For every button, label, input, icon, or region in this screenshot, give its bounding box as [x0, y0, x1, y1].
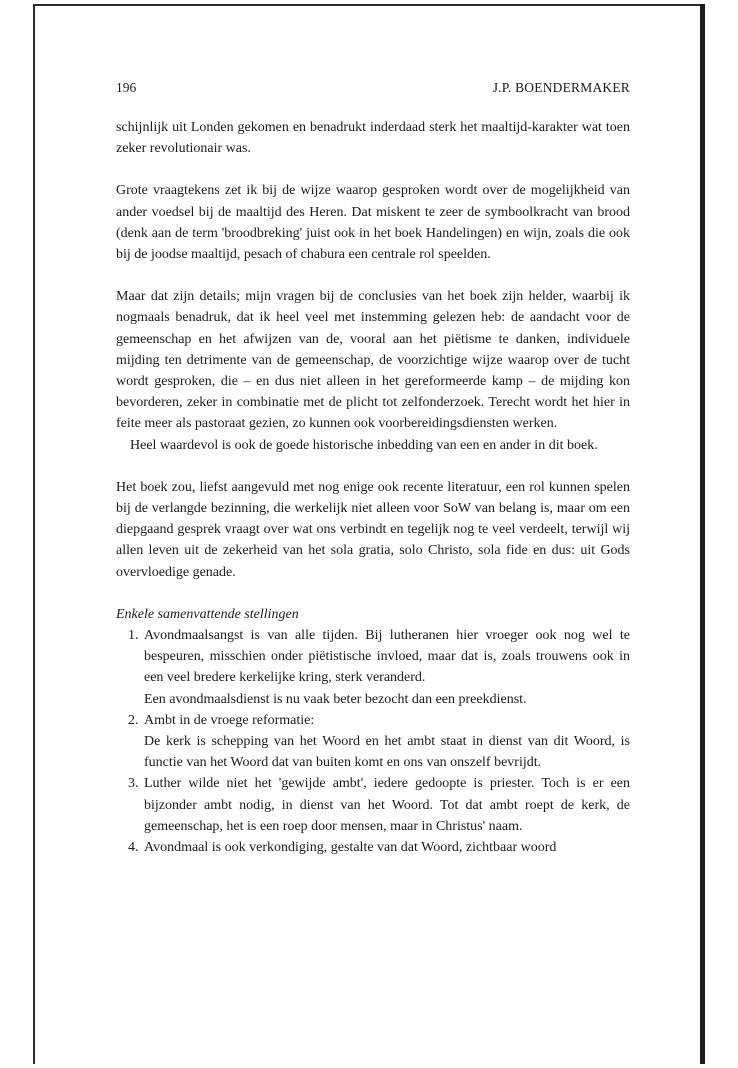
thesis-text: Avondmaal is ook verkondiging, gestalte van dat Woord, zichtbaar woord	[144, 840, 557, 856]
thesis-item	[142, 773, 630, 837]
theses-list	[116, 625, 630, 858]
body-text	[116, 117, 630, 858]
page-edge-left	[33, 4, 35, 1064]
paragraph-4: Heel waardevol is ook de goede historische inbedding van een en ander in dit boek.	[130, 437, 598, 453]
paragraph-2: Grote vraagtekens zet ik bij de wijze waarop gesproken wordt over de mogelijkheid van ander voedsel bij de maaltijd des Heren. Dat miskent te zeer de symboolkracht van brood (denk aan de term 'broodbreking' juist ook in het boek Handelingen) en wijn, zoals die ook bij de joodse maaltijd, pesach of chabura een centrale rol speelden.	[116, 183, 630, 263]
thesis-text: Ambt in de vroege reformatie:	[144, 712, 315, 728]
page-edge-top	[33, 4, 705, 6]
page-number: 196	[116, 80, 137, 95]
thesis-item	[142, 837, 630, 858]
paragraph-1: schijnlijk uit Londen gekomen en benadrukt inderdaad sterk het maaltijd-karakter wat toen zeker revolutionair was.	[116, 120, 630, 157]
page-edge-right	[700, 4, 705, 1064]
running-head-author: J.P. BOENDERMAKER	[492, 80, 630, 95]
thesis-item	[142, 625, 630, 710]
section-heading: Enkele samenvattende stellingen	[116, 606, 299, 622]
thesis-text: Luther wilde niet het 'gewijde ambt', iedere gedoopte is priester. Toch is er een bijzonder ambt nodig, in dienst van het Woord. Tot dat ambt roept de kerk, de gemeenschap, het is een roep door mensen, maar in Christus' naam.	[144, 776, 630, 834]
paragraph-3: Maar dat zijn details; mijn vragen bij de conclusies van het boek zijn helder, waarbij ik nogmaals benadruk, dat ik heel veel met instemming gelezen heb: de aandacht voor de gemeenschap en het afwijzen van de, vooral aan het piëtisme te danken, individuele mijding ten detrimente van de gemeenschap, de voorzichtige wijze waarop over de tucht wordt gesproken, die – en dus niet alleen in het gereformeerde kamp – de mijding kon bevorderen, zeker in combinatie met de plicht tot zelfonderzoek. Terecht wordt het hier in feite meer als pastoraat gezien, zo kunnen ook voorbereidingsdiensten werken.	[116, 289, 630, 432]
paragraph-5: Het boek zou, liefst aangevuld met nog enige ook recente literatuur, een rol kunnen spelen bij de verlangde bezinning, die werkelijk niet alleen voor SoW van belang is, maar om een diepgaand gesprek vraagt over wat ons verbindt en tegelijk nog te veel verdeelt, terwijl wij allen leven uit de zekerheid van het sola gratia, solo Christo, sola fide en dus: uit Gods overvloedige genade.	[116, 479, 630, 580]
thesis-subtext: De kerk is schepping van het Woord en het ambt staat in dienst van dit Woord, is functie van het Woord dat van buiten komt en ons van onszelf bevrijdt.	[144, 734, 630, 771]
thesis-subtext: Een avondmaalsdienst is nu vaak beter bezocht dan een preekdienst.	[144, 691, 527, 707]
thesis-item	[142, 710, 630, 774]
thesis-text: Avondmaalsangst is van alle tijden. Bij lutheranen hier vroeger ook nog wel te bespeuren, misschien onder piëtistische invloed, maar dat is, zoals trouwens ook in een veel bredere kerkelijke kring, sterk veranderd.	[144, 628, 630, 686]
